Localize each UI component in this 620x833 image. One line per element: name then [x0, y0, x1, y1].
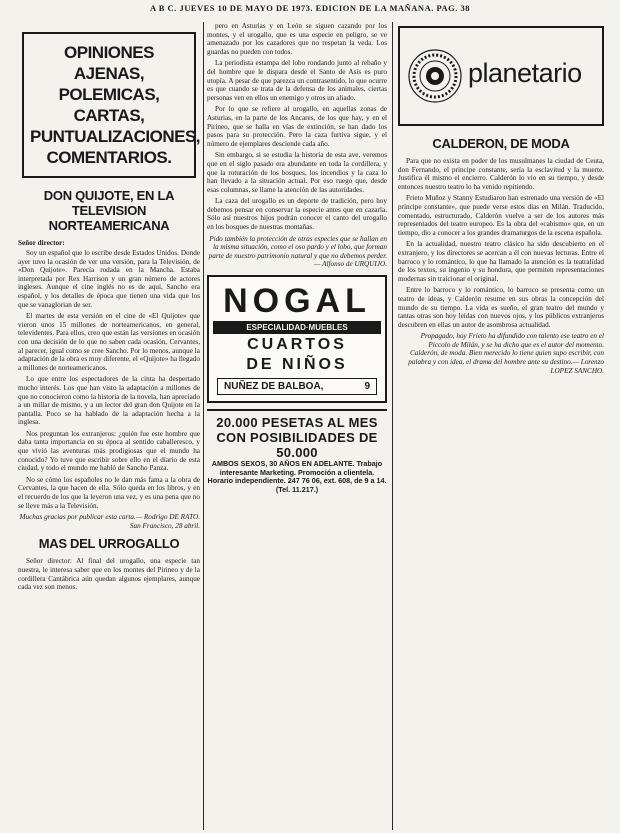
column-rule-1	[203, 22, 204, 830]
nogal-address	[217, 378, 377, 395]
column2-paragraph: pero en Asturias y en León se siguen cazando por los montes, y el urogallo, que es una especie en peligro, se ve amenazado por los cazadores que no respetan la veda. Los guardas no pueden con todos.	[207, 22, 387, 56]
letter1-paragraph: No se cómo los españoles no le dan más fama a la obra de Cervantes, la que hacen de ella. Sólo queda en los libros, y en el recuerdo de los que la leyeron una vez, y es una pena que no se lleve más a la Televisión.	[18, 475, 200, 510]
job-ad-details: AMBOS SEXOS, 30 AÑOS EN ADELANTE. Trabajo interesante Marketing. Promoción a clientela. Horario independiente. 247 76 06, ext. 608, de 9 a 14. (Tel. 11.217.)	[207, 459, 387, 494]
column2-paragraph: Por lo que se refiere al urogallo, en aquellas zonas de Asturias, en la parte de los Ancares, de los que hay, y en el Pirineo, que se halla en vías de extinción, se han dado los pasos para su protección. Pero la caza furtiva sigue, y el número de ejemplares desciende cada año.	[207, 105, 387, 148]
ad-divider	[207, 409, 387, 411]
letter1-paragraph: El martes de esta versión en el cine de «El Quijote» que vieron unos 15 millones de norteamericanos, en general, televidentes. Para ellos, creo que están las versiones en ocasión con una decisión de lo que no saben cada ocasión, Cervantes, al parecer, igual como se cree Sancho. Por lo menos, aunque la adaptación de la obra es muy diferente, el «Quijote» ha llegado a millones de norteamericanos.	[18, 312, 200, 372]
job-ad-line2: CON POSIBILIDADES DE 50.000	[216, 430, 378, 461]
letter2-paragraph: Señor director: Al final del urogallo, una especie tan nuestra, le interesa saber que en los montes del Pirineo y de la cordillera Cantábrica aún quedan algunos ejemplares, aunque cada vez son menos.	[18, 557, 200, 592]
letter1-signature: Muchas gracias por publicar esta carta.— Rodrigo DE RATO. San Francisco, 28 abril.	[19, 513, 200, 530]
column-rule-2	[392, 22, 393, 830]
column-2	[207, 22, 387, 830]
calderon-paragraph: Frieto Muñoz y Stanny Estudiaron han estrenado una versión de «El príncipe constante», que puede verse estos días en Milán. Traducido, comentado, estructurado, Calderón vuelve a ser de los autores más representados del teatro europeo. Es la obra del «cabismo» que, en un tiempo, dio a conocer a los grandes dramaturgos de la escena española.	[398, 194, 604, 237]
column-1	[18, 22, 200, 830]
nogal-headline-line2: DE NIÑOS	[246, 356, 348, 374]
letter1-headline: DON QUIJOTE, EN LA TELEVISION NORTEAMERICANA	[43, 188, 175, 233]
letter1-paragraph: Nos preguntan los extranjeros: ¿quién fue este hombre que daba tanta importancia en su época al sentido caballeresco, y que vivió las aventuras más prodigiosas que el mundo ha conocido? Yo tuve que escribir sobre ello en el diario de esta ciudad, y todo el mundo me habló de Sancho Panza.	[18, 429, 200, 473]
column2-signature: Pido también la protección de otras especies que se hallan en la misma situación, como el oso pardo y el lobo, que forman parte de nuestro patrimonio natural y que no debemos perder.— Alfonso de URQUIJO.	[208, 234, 387, 269]
nogal-street: NUÑEZ DE BALBOA,	[224, 381, 324, 393]
calderon-paragraph: Entre lo barroco y lo romántico, lo barroco se presenta como un teatro de ideas, y Calderón resume en sus obras la concepción del mundo de su tiempo. La vida es sueño, el gran teatro del mundo y tantas otras son hoy leídas con nuevos ojos, y los públicos extranjeros descubren en ellas un autor de asombrosa actualidad.	[398, 286, 604, 329]
planetario-section-box	[398, 26, 604, 126]
column2-paragraph: La periodista estampa del lobo rondando junto al rebaño y del hombre que le dispara desde el Santo de Asís es puro utopía. A pesar de que parezca un contrasentido, lo que ocurre es que cuando se trata de la defensa de los animales, ciertas personas ven en ellos un enemigo y otros un aliado.	[207, 59, 387, 102]
letter1-paragraph: Lo que entre los espectadores de la cinta ha despertado mucho interés. Los que han visto la adaptación a millones de que no conocieron como la historia de la novela, han apreciado a un millar de mismo, y a un lector del gran don Quijote en la pantalla. Poco se ha hablado de la adaptación hecha a la inglesa.	[18, 375, 200, 427]
column2-paragraph: La caza del urogallo es un deporte de tradición, pero hoy debemos pensar en conservar la especie antes que en cazarla. Sólo así nuestros hijos podrán conocer el canto del urogallo en los bosques de nuestras montañas.	[207, 197, 387, 232]
calderon-headline: CALDERON, DE MODA	[432, 136, 570, 151]
column2-paragraph: Sin embargo, si se estudia la historia de esta ave, veremos que en el siglo pasado era abundante en toda la cordillera, y que la roturación de los bosques, los incendios y la caza lo han llevado a la situación actual. Por eso ruego que, desde esas columnas, se llame la atención de las autoridades.	[207, 151, 387, 194]
planetario-title: planetario	[468, 58, 582, 88]
nogal-advertisement	[207, 275, 387, 403]
nogal-headline-line1: CUARTOS	[247, 336, 347, 354]
nogal-street-number: 9	[364, 381, 370, 393]
calderon-paragraph: Para que no exista en poder de los musulmanes la ciudad de Ceuta, don Fernando, el príncipe constante, sería la esclavitud y la muerte. Justifica él mismo el encierro. Calderón lo vio en su tiempo, y desde entonces nuestro teatro lo ha venido repitiendo.	[398, 157, 604, 191]
section-title-box: OPINIONES AJENAS, POLEMICAS, CARTAS, PUNTUALIZACIONES, COMENTARIOS.	[22, 32, 196, 178]
calderon-paragraph: En la actualidad, nuestro teatro clásico ha sido descubierto en el extranjero, y los directores se acercan a él con nuevas lecturas. Entre el barroco y lo romántico, lo que ha llamado la atención es la teatralidad de los textos, su ingenio y su hondura, que permiten representaciones modernas sin traicionar el original.	[398, 240, 604, 283]
letter2-headline: MAS DEL URROGALLO	[38, 536, 180, 552]
planetario-emblem-icon	[406, 36, 464, 116]
letter1-salutation: Señor director:	[18, 239, 65, 247]
letter1-paragraph: Soy un español que lo escribe desde Estados Unidos. Donde ayer tuvo la ocasión de ver una versión, para la Televisión, de «Don Quijote». Parecía rodada en la Mancha. Estaba interpretada por Rex Harrison y un gran número de actores ingleses. Aunque el cine inglés no es de aquí, Sancho era español, y los detalles de época que tienen una vida que los que se vanaglorian de ser.	[18, 249, 200, 309]
nogal-brand: NOGAL	[223, 282, 371, 321]
nogal-specialty-band: ESPECIALIDAD·MUEBLES	[213, 321, 381, 334]
calderon-signature: Propagado, hoy Frieto ha difundido con talento ese teatro en el Piccolo de Milán, y se ha dicho que es el autor del momento. Calderón, de moda. Bien merecido lo tiene quien supo escribir, con palabra y con idea, el drama del hombre ante su destino.— Lorenzo LOPEZ SANCHO.	[408, 332, 604, 375]
column-3	[398, 22, 604, 830]
page-header: A B C. JUEVES 10 DE MAYO DE 1973. EDICION DE LA MAÑANA. PAG. 38	[149, 3, 471, 13]
job-ad-line1: 20.000 PESETAS AL MES	[216, 415, 378, 431]
